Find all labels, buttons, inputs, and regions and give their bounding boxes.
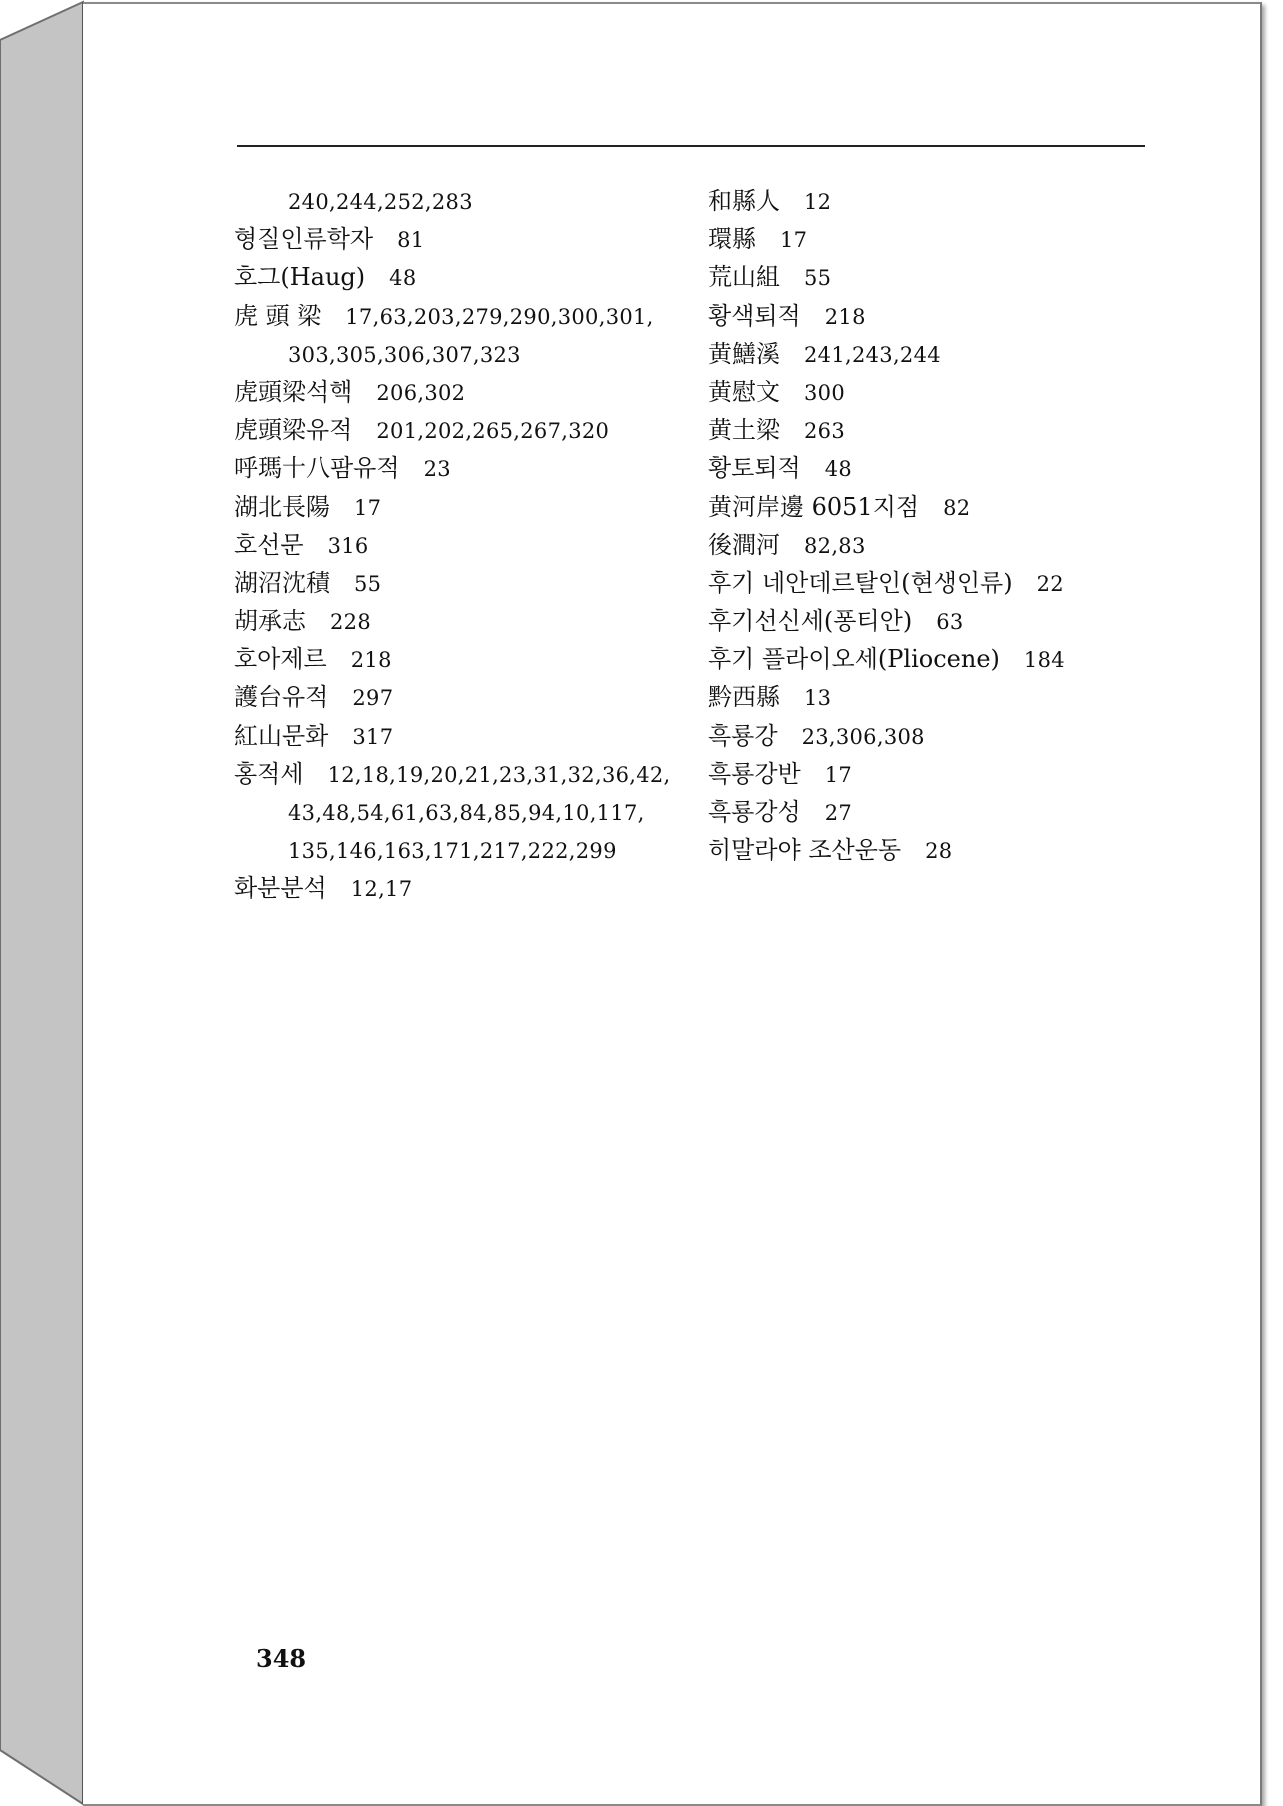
index-term: 흑룡강성 [708,798,801,826]
index-page-refs: 17,63,203,279,290,300,301, [345,304,654,329]
index-page-refs: 206,302 [376,380,466,405]
index-entry [708,335,1268,373]
index-entry [708,640,1268,678]
index-term: 黄鱔溪 [708,339,780,368]
index-entry [708,182,1268,220]
index-term: 虎頭梁석핵 [234,377,353,406]
index-entry [234,258,714,296]
index-page-refs: 81 [397,228,425,253]
index-page-refs: 27 [824,801,853,825]
index-entry [234,717,714,755]
index-column-left [234,182,714,908]
index-term: 黄慰文 [708,377,780,406]
index-entry [234,755,714,793]
index-term: 호아제르 [234,645,327,674]
index-page-refs: 82 [943,495,971,520]
index-term: 황토퇴적 [708,454,801,483]
index-entry [234,411,714,449]
index-page-refs: 82,83 [804,533,866,558]
index-page-refs: 201,202,265,267,320 [376,419,610,444]
index-term: 呼瑪十八팜유적 [234,454,400,483]
index-entry [234,602,714,640]
index-page-refs: 317 [352,724,394,749]
index-entry [234,564,714,602]
index-entry [234,793,714,831]
index-page-refs: 300 [804,380,845,405]
index-term: 虎 頭 梁 [234,301,322,330]
index-entry [708,831,1268,869]
index-term: 黔西縣 [708,683,780,712]
index-term: 흑룡강 [708,721,778,750]
index-term: 湖沼沈積 [234,568,330,597]
index-page-refs: 184 [1023,648,1065,673]
index-entry [234,220,714,258]
index-page-refs: 55 [804,266,832,291]
index-entry [234,297,714,335]
index-entry [234,869,714,907]
index-term: 후기 플라이오세(Pliocene) [708,645,1000,674]
index-entry [708,449,1268,487]
index-term: 히말라야 조산운동 [708,836,902,865]
index-page-refs: 241,243,244 [804,342,941,367]
index-entry [234,526,714,564]
index-entry [708,793,1268,831]
index-term: 黄河岸邊 6051지점 [708,492,920,521]
index-entry [234,373,714,411]
index-term: 黄土梁 [708,416,780,445]
index-page [83,2,1262,1806]
index-term: 湖北長陽 [234,492,330,521]
index-entry [234,182,714,220]
index-term: 호그(Haug) [234,263,366,292]
index-page-refs: 23 [423,457,451,482]
index-page-refs: 12,18,19,20,21,23,31,32,36,42, [327,762,671,787]
index-page-refs: 48 [389,266,417,291]
index-term: 홍적세 [234,759,304,788]
index-entry [708,258,1268,296]
index-term: 荒山組 [708,263,780,292]
index-term: 紅山문화 [234,721,329,750]
index-page-refs: 316 [327,533,369,558]
index-entry [708,755,1268,793]
index-page-refs: 303,305,306,307,323 [288,342,521,367]
index-page-refs: 135,146,163,171,217,222,299 [288,839,617,864]
page-number: 348 [256,1644,307,1673]
index-term: 虎頭梁유적 [234,416,353,445]
index-entry [708,488,1268,526]
index-entry [708,373,1268,411]
index-term: 후기선신세(퐁티안) [708,607,913,636]
index-page-refs: 228 [330,610,371,635]
index-page-refs: 263 [804,419,845,444]
index-entry [708,220,1268,258]
index-entry [234,488,714,526]
index-entry [234,449,714,487]
index-entry [708,602,1268,640]
index-page-refs: 23,306,308 [801,724,925,749]
index-page-refs: 12 [804,190,832,214]
index-page-refs: 218 [824,304,866,329]
index-term: 環縣 [708,225,756,254]
index-term: 형질인류학자 [234,225,374,254]
index-page-refs: 297 [352,686,394,711]
index-page-refs: 48 [824,457,853,482]
index-page-refs: 43,48,54,61,63,84,85,94,10,117, [288,801,645,825]
index-term: 흑룡강반 [708,759,801,788]
index-entry [234,640,714,678]
index-page-refs: 22 [1036,571,1064,596]
index-page-refs: 28 [925,839,953,864]
index-entry [234,831,714,869]
index-term: 護台유적 [234,683,329,712]
index-entry [708,297,1268,335]
index-entry [234,335,714,373]
index-term: 後澗河 [708,530,780,559]
index-term: 胡承志 [234,607,306,636]
index-term: 화분분석 [234,874,327,903]
index-page-refs: 218 [350,648,392,673]
header-rule [237,145,1145,147]
index-page-refs: 17 [354,495,382,520]
index-entry [708,564,1268,602]
index-column-right [708,182,1268,869]
index-entry [708,526,1268,564]
index-page-refs: 17 [780,228,808,253]
index-term: 호선문 [234,530,304,559]
index-page-refs: 17 [824,762,853,787]
index-page-refs: 63 [936,610,964,635]
index-term: 和縣人 [708,187,780,215]
index-term: 황색퇴적 [708,301,801,330]
index-entry [708,411,1268,449]
index-page-refs: 240,244,252,283 [288,190,473,214]
index-page-refs: 55 [354,571,382,596]
index-term: 후기 네안데르탈인(현생인류) [708,568,1013,597]
index-entry [708,717,1268,755]
index-page-refs: 13 [804,686,832,711]
index-entry [234,678,714,716]
index-page-refs: 12,17 [350,877,413,902]
index-entry [708,678,1268,716]
